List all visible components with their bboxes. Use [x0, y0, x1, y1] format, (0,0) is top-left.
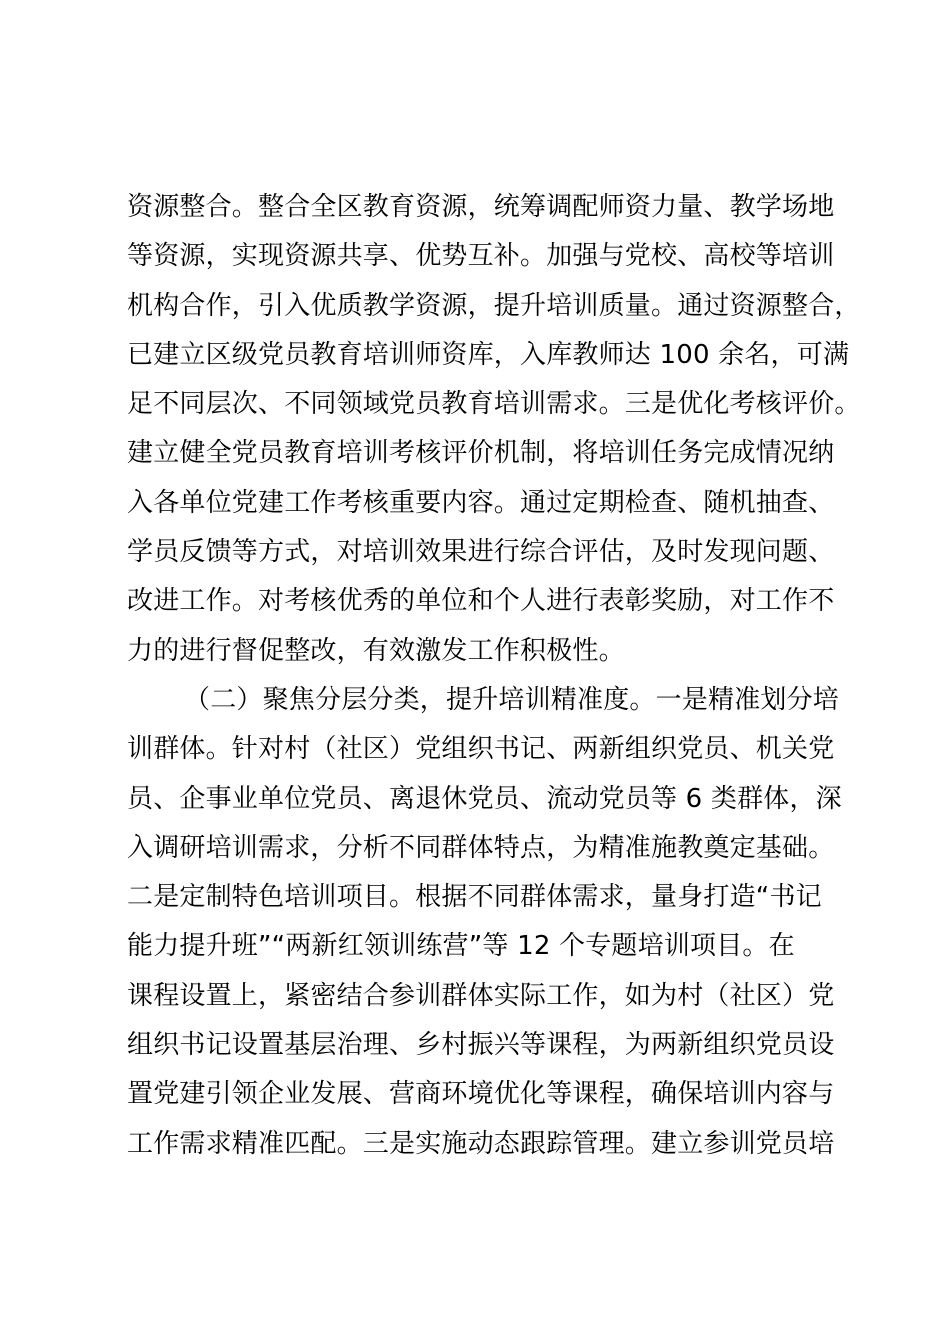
text-line: 力的进行督促整改，有效激发工作积极性。: [127, 635, 625, 666]
text-line: 组织书记设置基层治理、乡村振兴等课程，为两新组织党员设: [127, 1030, 835, 1061]
text-line: 建立健全党员教育培训考核评价机制，将培训任务完成情况纳: [127, 438, 835, 469]
text-line: 已建立区级党员教育培训师资库，入库教师达 100 余名，可满: [127, 339, 850, 370]
text-line: 课程设置上，紧密结合参训群体实际工作，如为村（社区）党: [127, 980, 835, 1011]
text-line: 机构合作，引入优质教学资源，提升培训质量。通过资源整合，: [127, 290, 861, 321]
text-line: 入各单位党建工作考核重要内容。通过定期检查、随机抽查、: [127, 487, 835, 518]
text-line: 工作需求精准匹配。三是实施动态跟踪管理。建立参训党员培: [127, 1128, 835, 1159]
text-line: 等资源，实现资源共享、优势互补。加强与党校、高校等培训: [127, 241, 835, 272]
text-line: 训群体。针对村（社区）党组织书记、两新组织党员、机关党: [127, 734, 835, 765]
text-line: 改进工作。对考核优秀的单位和个人进行表彰奖励，对工作不: [127, 586, 835, 617]
body-text: [127, 183, 867, 1169]
section-heading-line: （二）聚焦分层分类，提升培训精准度。一是精准划分培: [184, 684, 840, 715]
text-line: 学员反馈等方式，对培训效果进行综合评估，及时发现问题、: [127, 537, 835, 568]
text-line: 能力提升班”“两新红领训练营”等 12 个专题培训项目。在: [127, 931, 795, 962]
text-line: 二是定制特色培训项目。根据不同群体需求，量身打造“书记: [127, 882, 822, 913]
text-line: 足不同层次、不同领域党员教育培训需求。三是优化考核评价。: [127, 389, 861, 420]
text-line: 置党建引领企业发展、营商环境优化等课程，确保培训内容与: [127, 1079, 835, 1110]
text-line: 员、企事业单位党员、离退休党员、流动党员等 6 类群体，深: [127, 783, 842, 814]
text-line: 资源整合。整合全区教育资源，统筹调配师资力量、教学场地: [127, 192, 835, 222]
text-line: 入调研培训需求，分析不同群体特点，为精准施教奠定基础。: [127, 832, 835, 863]
